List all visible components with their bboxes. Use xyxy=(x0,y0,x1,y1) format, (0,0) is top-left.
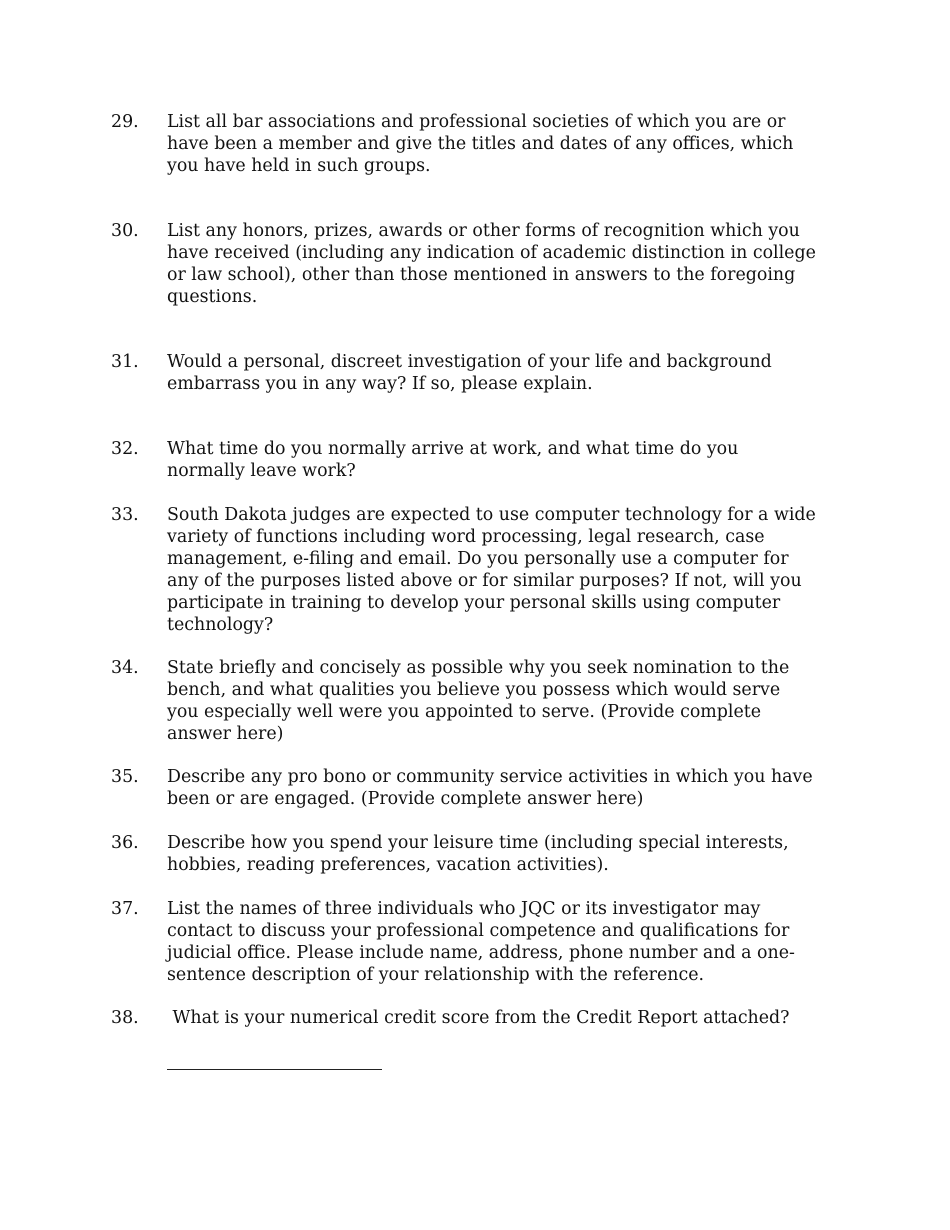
question-text xyxy=(167,899,845,987)
question-line: Describe any pro bono or community service activities in which you have xyxy=(167,767,813,787)
question-line: List any honors, prizes, awards or other forms of recognition which you xyxy=(167,221,800,241)
question-number: 33. xyxy=(111,505,139,525)
question-line: Would a personal, discreet investigation of your life and background xyxy=(167,352,772,372)
question-text xyxy=(167,833,845,877)
question-text xyxy=(167,658,845,746)
question-29 xyxy=(111,112,851,178)
question-number: 34. xyxy=(111,658,139,678)
question-33 xyxy=(111,505,851,636)
question-36 xyxy=(111,833,851,877)
question-text xyxy=(167,505,845,636)
question-text xyxy=(167,439,845,483)
question-number: 29. xyxy=(111,112,139,132)
question-line: State briefly and concisely as possible why you seek nomination to the xyxy=(167,658,790,678)
question-35 xyxy=(111,767,851,811)
question-line: you have held in such groups. xyxy=(167,155,431,176)
question-line: hobbies, reading preferences, vacation activities). xyxy=(167,854,609,875)
question-line: management, e-filing and email. Do you personally use a computer for xyxy=(167,548,789,569)
question-line: you especially well were you appointed to serve. (Provide complete xyxy=(167,701,762,722)
question-number: 38. xyxy=(111,1008,139,1028)
question-line: judicial office. Please include name, address, phone number and a one- xyxy=(167,942,795,963)
question-text xyxy=(167,112,845,178)
question-line: questions. xyxy=(167,286,258,307)
question-line: sentence description of your relationship with the reference. xyxy=(167,964,705,985)
question-line: have received (including any indication of academic distinction in college xyxy=(167,242,816,263)
question-line: List the names of three individuals who JQC or its investigator may xyxy=(167,899,761,919)
question-text xyxy=(167,221,845,309)
question-line: Describe how you spend your leisure time (including special interests, xyxy=(167,833,789,853)
question-30 xyxy=(111,221,851,309)
question-line: contact to discuss your professional competence and qualifications for xyxy=(167,920,790,941)
question-34 xyxy=(111,658,851,746)
question-32 xyxy=(111,439,851,483)
question-line: embarrass you in any way? If so, please explain. xyxy=(167,373,593,394)
question-38 xyxy=(111,1008,851,1030)
question-line: What is your numerical credit score from the Credit Report attached? xyxy=(167,1008,790,1028)
question-number: 31. xyxy=(111,352,139,372)
question-line: been or are engaged. (Provide complete answer here) xyxy=(167,788,644,809)
question-number: 36. xyxy=(111,833,139,853)
question-number: 32. xyxy=(111,439,139,459)
question-line: South Dakota judges are expected to use computer technology for a wide xyxy=(167,505,816,525)
question-line: normally leave work? xyxy=(167,460,356,481)
question-text xyxy=(167,767,845,811)
question-line: any of the purposes listed above or for similar purposes? If not, will you xyxy=(167,570,802,591)
question-37 xyxy=(111,899,851,987)
question-line: answer here) xyxy=(167,723,284,744)
question-line: variety of functions including word processing, legal research, case xyxy=(167,526,765,547)
question-line: have been a member and give the titles and dates of any offices, which xyxy=(167,133,794,154)
question-text xyxy=(167,1008,845,1030)
question-number: 37. xyxy=(111,899,139,919)
question-line: List all bar associations and professional societies of which you are or xyxy=(167,112,786,132)
question-line: What time do you normally arrive at work, and what time do you xyxy=(167,439,739,459)
question-number: 30. xyxy=(111,221,139,241)
question-line: or law school), other than those mentioned in answers to the foregoing xyxy=(167,264,796,285)
question-line: bench, and what qualities you believe you possess which would serve xyxy=(167,679,781,700)
credit-score-answer-line[interactable] xyxy=(167,1069,382,1070)
question-line: technology? xyxy=(167,614,274,635)
question-31 xyxy=(111,352,851,396)
question-text xyxy=(167,352,845,396)
question-line: participate in training to develop your personal skills using computer xyxy=(167,592,781,613)
question-number: 35. xyxy=(111,767,139,787)
